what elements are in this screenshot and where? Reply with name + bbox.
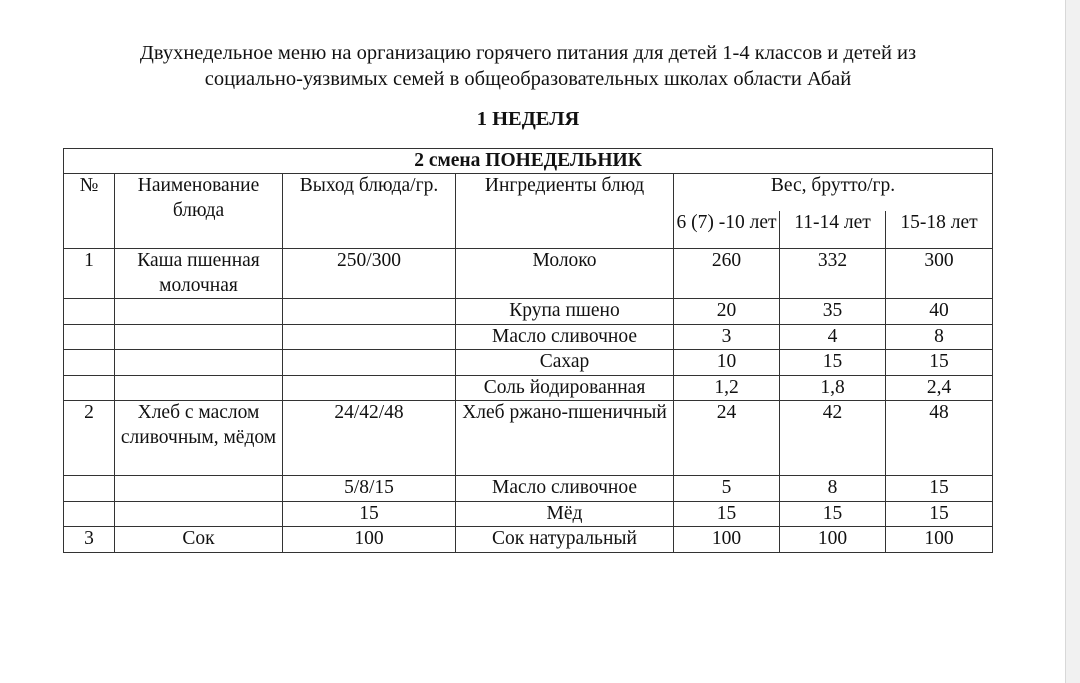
week-heading: 1 НЕДЕЛЯ [476, 108, 580, 130]
row-num [64, 350, 115, 376]
table-row [64, 249, 993, 299]
row-weight-11-14: 42 [780, 401, 886, 476]
row-ingredient: Молоко [456, 249, 674, 299]
title-line-2: социально-уязвимых семей в общеобразовательных школах области Абай [204, 68, 852, 90]
header-age-6-10: 6 (7) -10 лет [674, 211, 780, 249]
shift-title: 2 смена ПОНЕДЕЛЬНИК [64, 149, 993, 174]
row-weight-15-18: 15 [886, 476, 993, 502]
row-weight-6-10: 10 [674, 350, 780, 376]
header-age-11-14: 11-14 лет [780, 211, 886, 249]
header-age-15-18: 15-18 лет [886, 211, 993, 249]
row-output: 250/300 [283, 249, 456, 299]
row-ingredient: Сок натуральный [456, 527, 674, 553]
table-row [64, 501, 993, 527]
row-weight-6-10: 260 [674, 249, 780, 299]
row-weight-15-18: 15 [886, 350, 993, 376]
row-weight-6-10: 100 [674, 527, 780, 553]
row-num: 3 [64, 527, 115, 553]
row-weight-6-10: 20 [674, 299, 780, 325]
row-weight-6-10: 5 [674, 476, 780, 502]
row-output [283, 350, 456, 376]
row-num [64, 476, 115, 502]
row-dish-name: Каша пшенная молочная [115, 249, 283, 299]
row-dish-name: Хлеб с маслом сливочным, мёдом [115, 401, 283, 476]
row-output: 100 [283, 527, 456, 553]
row-weight-11-14: 100 [780, 527, 886, 553]
row-ingredient: Мёд [456, 501, 674, 527]
row-weight-15-18: 2,4 [886, 375, 993, 401]
row-weight-11-14: 15 [780, 501, 886, 527]
header-name: Наименование блюда [115, 174, 283, 249]
row-weight-6-10: 3 [674, 324, 780, 350]
row-dish-name [115, 350, 283, 376]
row-weight-15-18: 300 [886, 249, 993, 299]
table-row [64, 527, 993, 553]
row-weight-11-14: 1,8 [780, 375, 886, 401]
row-output: 5/8/15 [283, 476, 456, 502]
row-weight-6-10: 15 [674, 501, 780, 527]
row-dish-name [115, 299, 283, 325]
row-num [64, 299, 115, 325]
row-weight-15-18: 100 [886, 527, 993, 553]
row-weight-11-14: 332 [780, 249, 886, 299]
row-ingredient: Масло сливочное [456, 324, 674, 350]
document-title [60, 40, 996, 92]
row-ingredient: Крупа пшено [456, 299, 674, 325]
row-weight-15-18: 15 [886, 501, 993, 527]
row-weight-15-18: 40 [886, 299, 993, 325]
row-ingredient: Соль йодированная [456, 375, 674, 401]
row-weight-11-14: 15 [780, 350, 886, 376]
row-weight-11-14: 8 [780, 476, 886, 502]
header-row [64, 174, 993, 212]
scrollbar-track[interactable] [1065, 0, 1080, 683]
menu-table [63, 148, 993, 553]
row-num: 2 [64, 401, 115, 476]
row-output [283, 324, 456, 350]
title-line-1: Двухнедельное меню на организацию горячего питания для детей 1-4 классов и детей из [139, 42, 917, 64]
row-weight-15-18: 48 [886, 401, 993, 476]
row-ingredient: Сахар [456, 350, 674, 376]
row-output [283, 375, 456, 401]
row-output: 24/42/48 [283, 401, 456, 476]
row-num [64, 501, 115, 527]
row-dish-name [115, 375, 283, 401]
row-num [64, 375, 115, 401]
row-ingredient: Масло сливочное [456, 476, 674, 502]
table-row [64, 476, 993, 502]
row-weight-11-14: 35 [780, 299, 886, 325]
row-output: 15 [283, 501, 456, 527]
row-dish-name [115, 476, 283, 502]
row-num [64, 324, 115, 350]
row-ingredient: Хлеб ржано-пшеничный [456, 401, 674, 476]
header-output: Выход блюда/гр. [283, 174, 456, 249]
row-weight-6-10: 1,2 [674, 375, 780, 401]
row-weight-15-18: 8 [886, 324, 993, 350]
row-output [283, 299, 456, 325]
table-row [64, 375, 993, 401]
row-num: 1 [64, 249, 115, 299]
row-dish-name [115, 324, 283, 350]
row-weight-11-14: 4 [780, 324, 886, 350]
row-dish-name: Сок [115, 527, 283, 553]
row-dish-name [115, 501, 283, 527]
header-weight: Вес, брутто/гр. [674, 174, 993, 212]
header-num: № [64, 174, 115, 249]
header-ingredients: Ингредиенты блюд [456, 174, 674, 249]
table-row [64, 350, 993, 376]
shift-row [64, 149, 993, 174]
table-row [64, 324, 993, 350]
row-weight-6-10: 24 [674, 401, 780, 476]
table-row [64, 299, 993, 325]
table-row [64, 401, 993, 476]
